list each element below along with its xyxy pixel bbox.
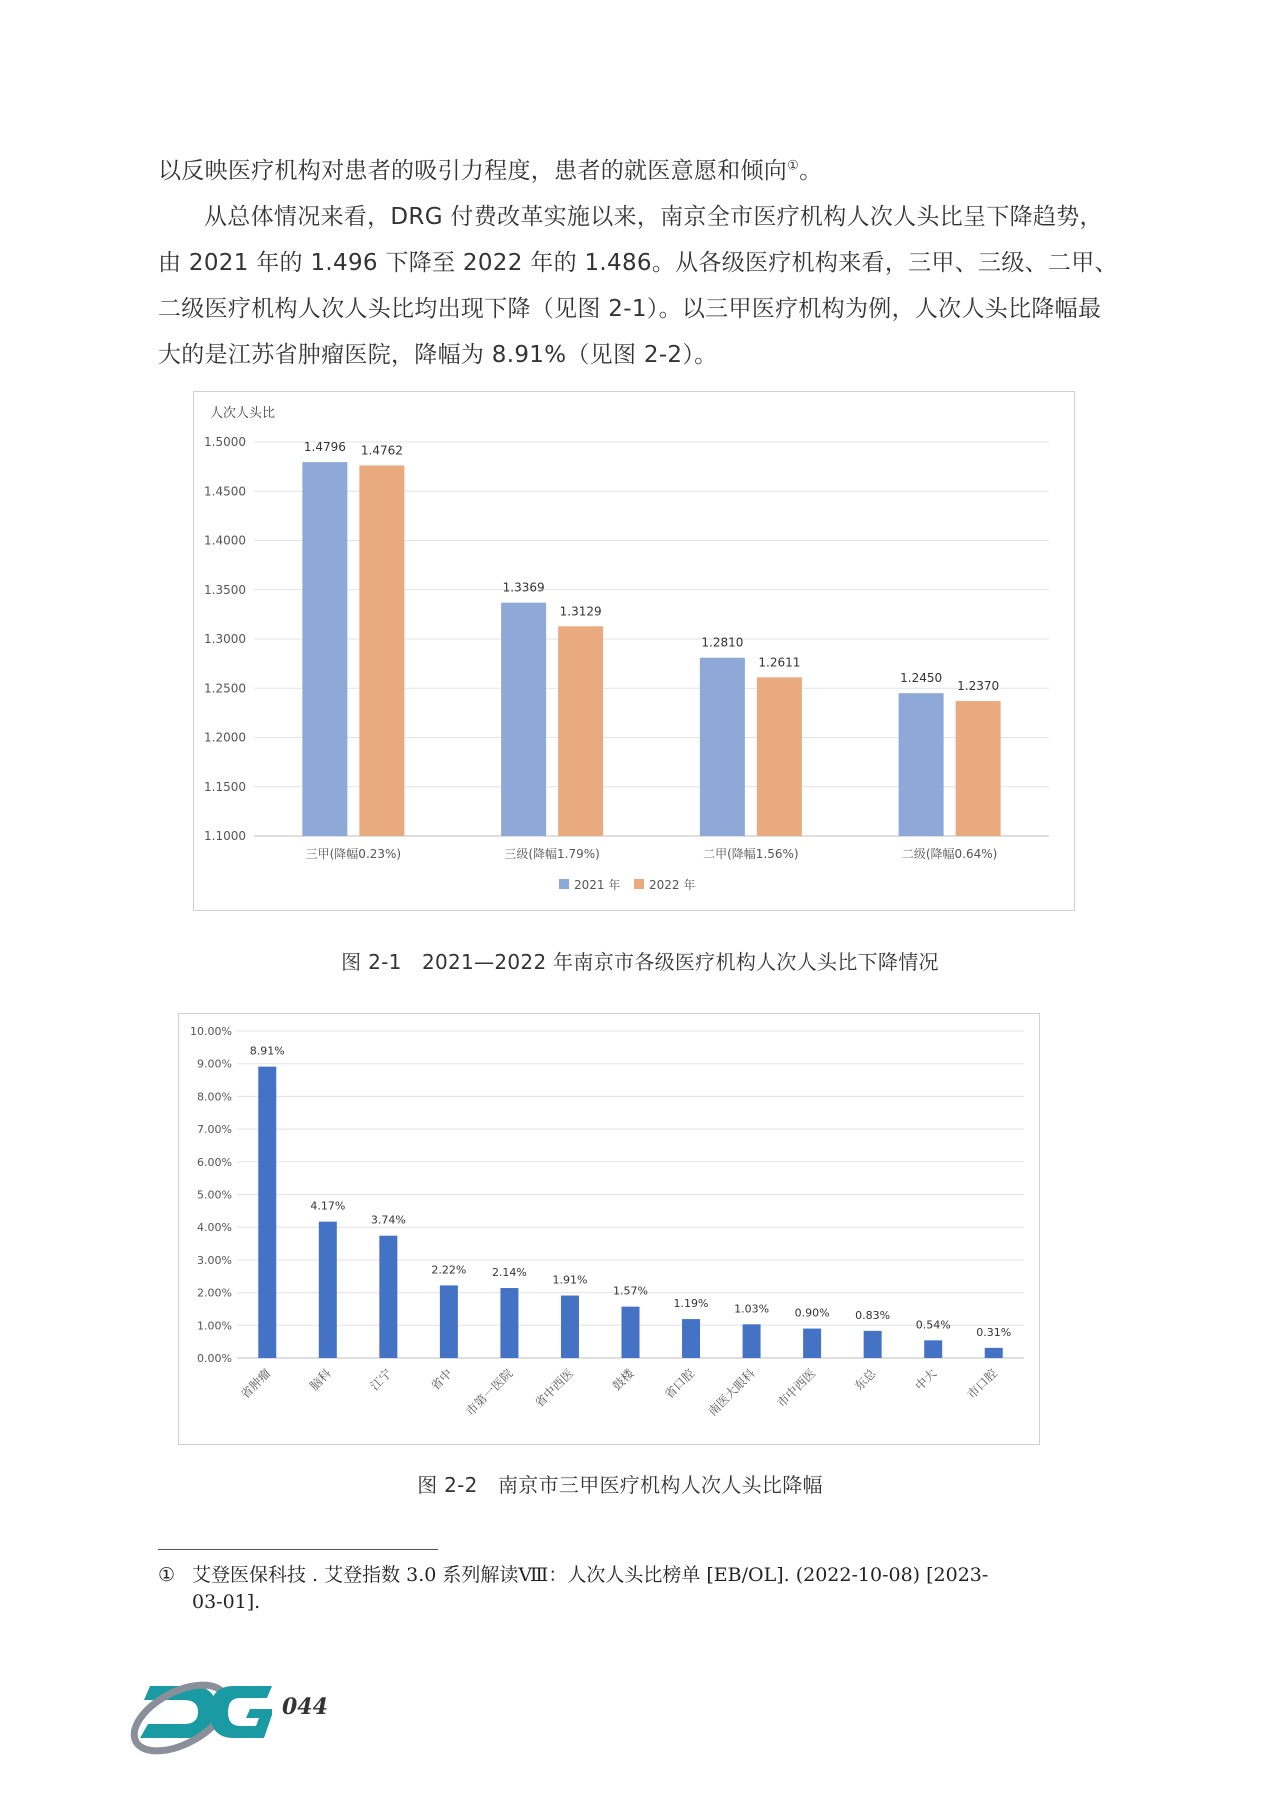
data-label: 2.22% bbox=[431, 1263, 467, 1277]
x-tick-label: 省肿瘤 bbox=[238, 1366, 274, 1402]
page-number: 044 bbox=[282, 1694, 328, 1720]
y-tick-label: 8.00% bbox=[197, 1090, 232, 1104]
data-label: 1.4796 bbox=[303, 440, 346, 455]
x-tick-label: 三级(降幅1.79%) bbox=[504, 847, 600, 861]
footnote bbox=[158, 1562, 1118, 1616]
chart-2-2-svg bbox=[179, 1014, 1039, 1444]
data-label: 1.19% bbox=[673, 1297, 709, 1311]
data-label: 3.74% bbox=[370, 1213, 406, 1227]
y-tick-label: 1.5000 bbox=[204, 435, 246, 449]
bar bbox=[622, 1307, 640, 1358]
bar bbox=[864, 1331, 882, 1358]
body-text bbox=[158, 148, 1118, 378]
data-label: 1.2611 bbox=[758, 655, 801, 670]
data-label: 1.2370 bbox=[957, 679, 1000, 694]
body-line-1: 以反映医疗机构对患者的吸引力程度，患者的就医意愿和倾向 bbox=[158, 158, 788, 184]
paragraph-2: 从总体情况来看，DRG 付费改革实施以来，南京全市医疗机构人次人头比呈下降趋势，由 2021 年的 1.496 下降至 2022 年的 1.486。从各级医疗机构来看，三甲、三级、二甲、二级医疗机构人次人头比均出现下降（见图 2-1）。以三甲医疗机构为例，人次人头比降幅最大的是江苏省肿瘤医院，降幅为 8.91%（见图 2-2）。 bbox=[158, 204, 1118, 368]
y-tick-label: 1.3500 bbox=[204, 582, 246, 597]
y-axis-title: 人次人头比 bbox=[210, 406, 276, 421]
bar bbox=[700, 658, 745, 836]
y-tick-label: 1.2000 bbox=[204, 730, 246, 745]
x-tick-label: 市中西医 bbox=[774, 1366, 819, 1411]
x-tick-label: 东总 bbox=[851, 1366, 879, 1394]
y-tick-label: 6.00% bbox=[197, 1155, 232, 1169]
bar bbox=[757, 677, 802, 836]
data-label: 0.90% bbox=[794, 1306, 830, 1320]
data-label: 1.03% bbox=[734, 1302, 770, 1316]
bar bbox=[359, 465, 404, 836]
legend-swatch bbox=[559, 879, 569, 889]
footnote-reference[interactable]: ① bbox=[787, 158, 800, 174]
data-label: 1.4762 bbox=[360, 443, 403, 458]
x-tick-label: 市第一医院 bbox=[463, 1366, 516, 1419]
y-tick-label: 1.1500 bbox=[204, 779, 246, 794]
y-tick-label: 1.00% bbox=[197, 1319, 232, 1333]
y-tick-label: 1.2500 bbox=[204, 681, 246, 696]
figure-2-1-caption: 图 2-1 2021—2022 年南京市各级医疗机构人次人头比下降情况 bbox=[341, 950, 939, 974]
data-label: 4.17% bbox=[310, 1199, 346, 1213]
bar bbox=[743, 1324, 761, 1358]
data-label: 1.3129 bbox=[559, 604, 602, 619]
data-label: 1.57% bbox=[613, 1284, 648, 1298]
legend-label: 2022 年 bbox=[649, 878, 696, 892]
figure-2-1-chart bbox=[193, 391, 1075, 911]
footnote-text: 艾登医保科技 . 艾登指数 3.0 系列解读Ⅷ：人次人头比榜单 [EB/OL]. (2022-10-08) [2023- bbox=[192, 1564, 989, 1586]
data-label: 1.2450 bbox=[900, 671, 943, 686]
y-tick-label: 10.00% bbox=[190, 1025, 232, 1038]
footnote-divider bbox=[158, 1549, 438, 1550]
footnote-continuation: 03-01]. bbox=[192, 1591, 261, 1613]
x-tick-label: 省中西医 bbox=[532, 1366, 577, 1411]
data-label: 2.14% bbox=[491, 1266, 527, 1280]
body-line-1-end: 。 bbox=[799, 158, 823, 184]
drg-logo-icon bbox=[122, 1668, 272, 1760]
x-tick-label: 市口腔 bbox=[964, 1366, 1000, 1402]
bar bbox=[682, 1319, 700, 1358]
bar bbox=[319, 1222, 337, 1358]
footnote-number: ① bbox=[158, 1564, 176, 1586]
data-label: 0.54% bbox=[915, 1318, 951, 1332]
x-tick-label: 中大 bbox=[912, 1366, 940, 1394]
y-tick-label: 3.00% bbox=[197, 1253, 232, 1267]
data-label: 0.31% bbox=[976, 1325, 1012, 1339]
x-tick-label: 二级(降幅0.64%) bbox=[901, 847, 998, 861]
figure-2-2-caption: 图 2-2 南京市三甲医疗机构人次人头比降幅 bbox=[417, 1473, 823, 1497]
bar bbox=[561, 1296, 579, 1358]
x-tick-label: 江宁 bbox=[367, 1366, 395, 1394]
data-label: 1.2810 bbox=[701, 635, 744, 650]
bar bbox=[558, 626, 603, 836]
y-tick-label: 1.1000 bbox=[204, 829, 246, 843]
bar bbox=[258, 1067, 276, 1358]
bar bbox=[501, 603, 546, 836]
x-tick-label: 三甲(降幅0.23%) bbox=[305, 847, 402, 861]
bar bbox=[803, 1329, 821, 1358]
bar bbox=[440, 1285, 458, 1358]
y-tick-label: 2.00% bbox=[197, 1286, 232, 1300]
y-tick-label: 1.3000 bbox=[204, 632, 246, 646]
y-tick-label: 1.4000 bbox=[204, 533, 246, 548]
bar bbox=[379, 1236, 397, 1358]
bar bbox=[956, 701, 1001, 836]
bar bbox=[985, 1348, 1003, 1358]
x-tick-label: 省口腔 bbox=[661, 1366, 698, 1402]
x-tick-label: 二甲(降幅1.56%) bbox=[703, 847, 799, 861]
figure-2-2-chart bbox=[178, 1013, 1040, 1445]
data-label: 8.91% bbox=[249, 1044, 285, 1058]
data-label: 1.3369 bbox=[502, 580, 545, 595]
x-tick-label: 鼓楼 bbox=[609, 1366, 637, 1394]
x-tick-label: 脑科 bbox=[307, 1366, 334, 1394]
legend-swatch bbox=[634, 879, 644, 889]
x-tick-label: 南医大眼科 bbox=[705, 1366, 758, 1419]
bar bbox=[924, 1340, 942, 1358]
bar bbox=[899, 693, 944, 836]
bar bbox=[302, 462, 347, 836]
y-tick-label: 9.00% bbox=[197, 1057, 232, 1071]
y-tick-label: 0.00% bbox=[197, 1352, 232, 1365]
y-tick-label: 7.00% bbox=[197, 1123, 232, 1137]
data-label: 1.91% bbox=[552, 1273, 588, 1287]
x-tick-label: 省中 bbox=[428, 1366, 456, 1394]
y-tick-label: 1.4500 bbox=[204, 484, 246, 499]
chart-2-1-svg bbox=[194, 392, 1074, 910]
data-label: 0.83% bbox=[855, 1308, 891, 1322]
y-tick-label: 4.00% bbox=[197, 1221, 232, 1235]
legend-label: 2021 年 bbox=[574, 878, 621, 892]
bar bbox=[500, 1288, 518, 1358]
y-tick-label: 5.00% bbox=[197, 1188, 232, 1202]
